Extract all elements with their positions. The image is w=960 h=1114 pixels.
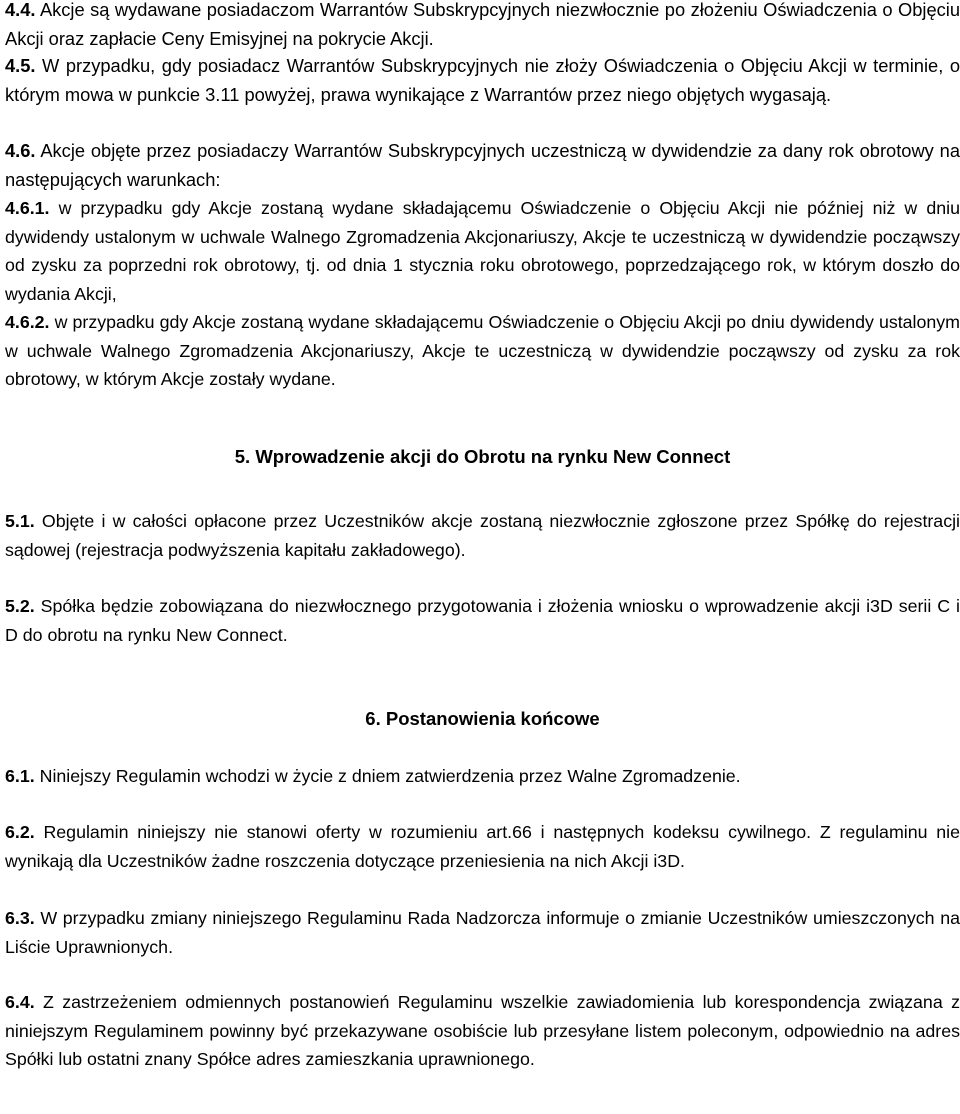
paragraph-5-1 (5, 507, 960, 564)
paragraph-number: 5.2. (5, 596, 35, 616)
paragraph-6-3 (5, 904, 960, 961)
paragraph-text: w przypadku gdy Akcje zostaną wydane składającemu Oświadczenie o Objęciu Akcji po dniu dywidendy ustalonym w uchwale Walnego Zgromadzenia Akcjonariuszy, Akcje te uczestniczą w dywidendzie począwszy od zysku za rok obrotowy, w którym Akcje zostały wydane. (5, 312, 960, 389)
paragraph-text: W przypadku, gdy posiadacz Warrantów Subskrypcyjnych nie złoży Oświadczenia o Objęciu Akcji w terminie, o którym mowa w punkcie 3.11 powyżej, prawa wynikające z Warrantów przez niego objętych wygasają. (5, 55, 960, 105)
paragraph-6-4 (5, 988, 960, 1074)
paragraph-4-4 (5, 0, 960, 53)
paragraph-4-5 (5, 52, 960, 109)
paragraph-4-6-2 (5, 308, 960, 394)
paragraph-number: 4.4. (5, 0, 36, 20)
paragraph-text: Z zastrzeżeniem odmiennych postanowień Regulaminu wszelkie zawiadomienia lub korespondencja związana z niniejszym Regulaminem powinny być przekazywane osobiście lub przesyłane listem poleconym, odpowiednio na adres Spółki lub ostatni znany Spółce adres zamieszkania uprawnionego. (5, 992, 960, 1069)
paragraph-number: 6.3. (5, 908, 35, 928)
paragraph-number: 4.6.2. (5, 312, 50, 332)
paragraph-6-1 (5, 762, 960, 791)
paragraph-number: 4.6. (5, 140, 36, 161)
paragraph-text: w przypadku gdy Akcje zostaną wydane składającemu Oświadczenie o Objęciu Akcji nie później niż w dniu dywidendy ustalonym w uchwale Walnego Zgromadzenia Akcjonariuszy, Akcje te uczestniczą w dywidendzie począwszy od zysku za poprzedni rok obrotowy, tj. od dnia 1 stycznia roku obrotowego, poprzedzającego rok, w którym doszło do wydania Akcji, (5, 198, 960, 304)
paragraph-text: Niniejszy Regulamin wchodzi w życie z dniem zatwierdzenia przez Walne Zgromadzenie. (39, 766, 741, 786)
paragraph-number: 4.6.1. (5, 198, 50, 218)
paragraph-4-6-1 (5, 194, 960, 308)
section-5-heading: 5. Wprowadzenie akcji do Obrotu na rynku New Connect (234, 446, 731, 467)
paragraph-4-6 (5, 137, 960, 194)
paragraph-number: 5.1. (5, 511, 35, 531)
paragraph-number: 6.1. (5, 766, 35, 786)
paragraph-text: Akcje są wydawane posiadaczom Warrantów Subskrypcyjnych niezwłocznie po złożeniu Oświadczenia o Objęciu Akcji oraz zapłacie Ceny Emisyjnej na pokrycie Akcji. (5, 0, 960, 49)
paragraph-text: Spółka będzie zobowiązana do niezwłocznego przygotowania i złożenia wniosku o wprowadzenie akcji i3D serii C i D do obrotu na rynku New Connect. (5, 596, 960, 645)
paragraph-number: 6.4. (5, 992, 35, 1012)
paragraph-number: 6.2. (5, 822, 35, 842)
paragraph-text: Objęte i w całości opłacone przez Uczestników akcje zostaną niezwłocznie zgłoszone przez Spółkę do rejestracji sądowej (rejestracja podwyższenia kapitału zakładowego). (5, 511, 960, 560)
paragraph-5-2 (5, 592, 960, 649)
paragraph-6-2 (5, 818, 960, 875)
paragraph-text: Regulamin niniejszy nie stanowi oferty w rozumieniu art.66 i następnych kodeksu cywilnego. Z regulaminu nie wynikają dla Uczestników żadne roszczenia dotyczące przeniesienia na nich Akcji i3D. (5, 822, 960, 871)
paragraph-text: W przypadku zmiany niniejszego Regulaminu Rada Nadzorcza informuje o zmianie Uczestników umieszczonych na Liście Uprawnionych. (5, 908, 960, 957)
paragraph-text: Akcje objęte przez posiadaczy Warrantów Subskrypcyjnych uczestniczą w dywidendzie za dany rok obrotowy na następujących warunkach: (5, 140, 960, 190)
paragraph-number: 4.5. (5, 55, 36, 76)
section-6-heading: 6. Postanowienia końcowe (365, 708, 600, 729)
